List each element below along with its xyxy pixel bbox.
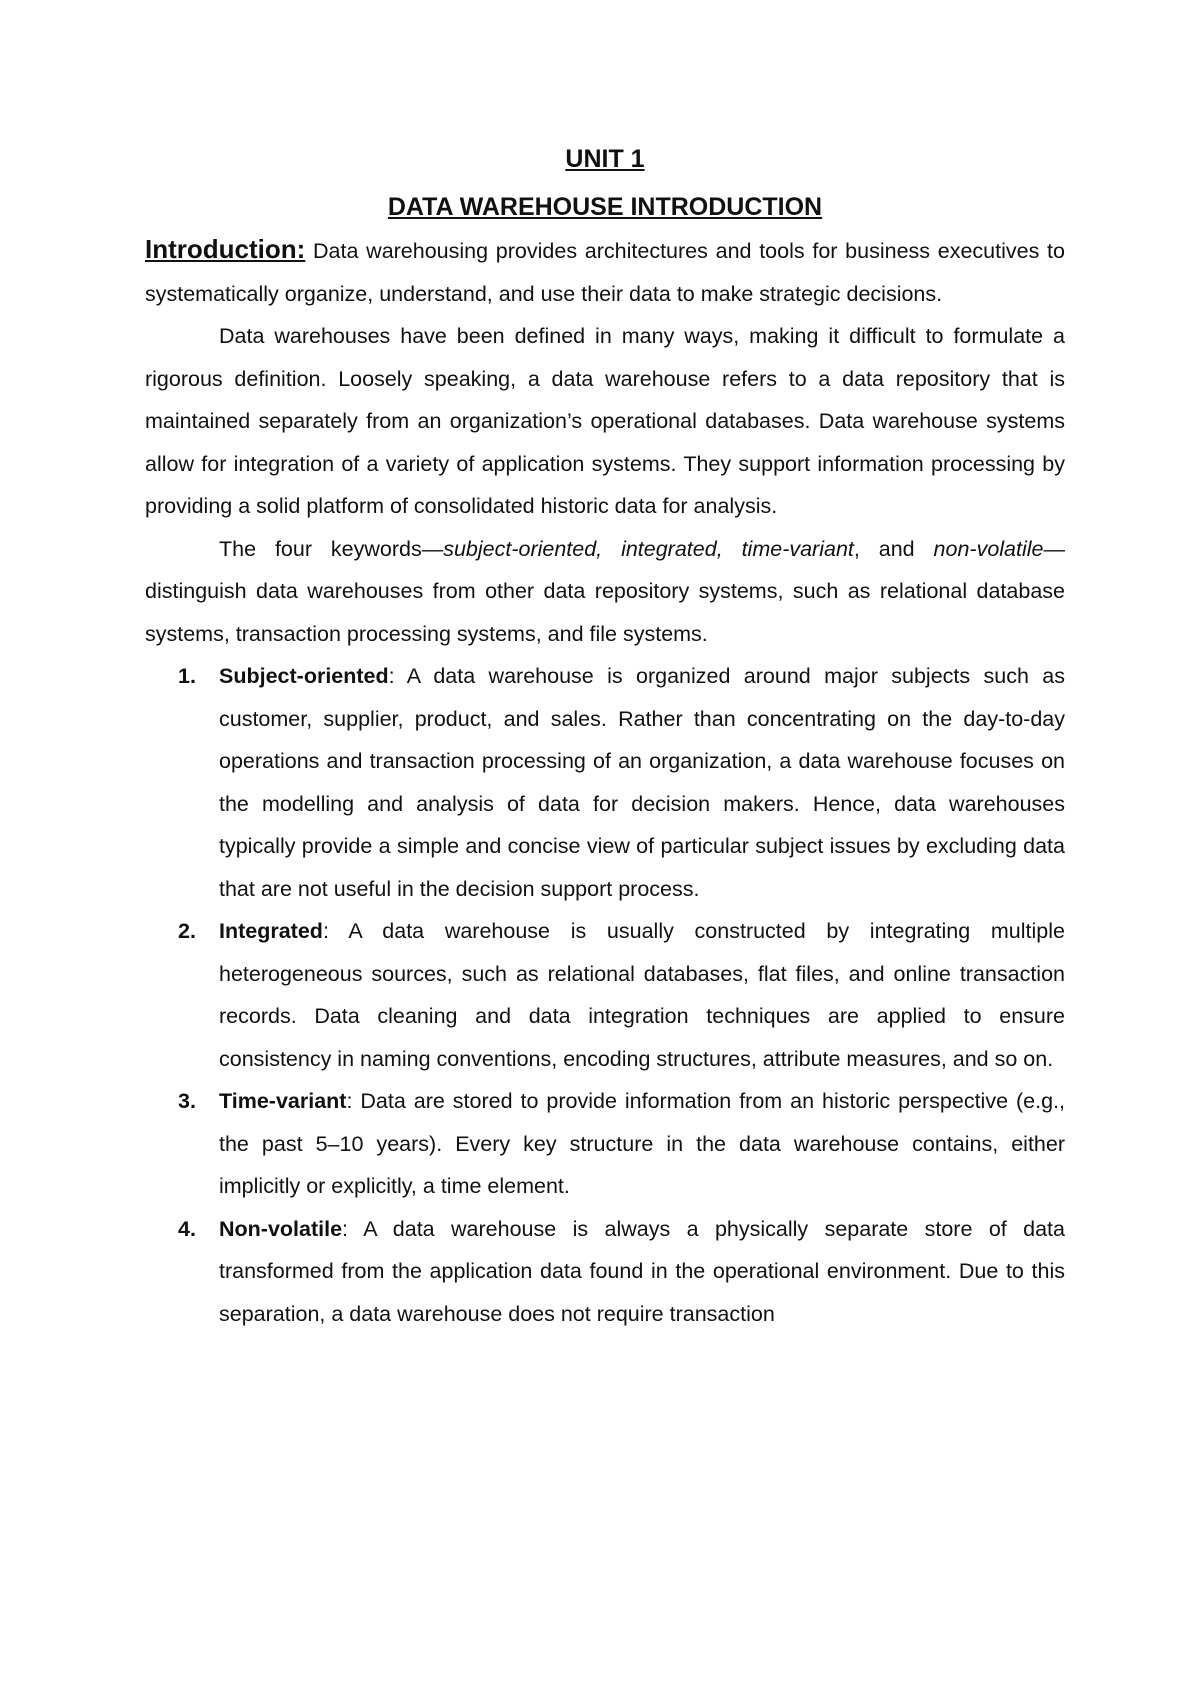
intro-paragraph: [145, 228, 1065, 315]
definition-paragraph: Data warehouses have been defined in many ways, making it difficult to formulate a rigorous definition. Loosely speaking, a data warehouse refers to a data repository that is maintained separately from an organization’s operational databases. Data warehouse systems allow for integration of a variety of application systems. They support information processing by providing a solid platform of consolidated historic data for analysis.: [145, 324, 1065, 518]
keywords-sep-3: , and: [853, 536, 934, 561]
keyword-list: [145, 655, 1065, 1335]
list-term: Non-volatile: [219, 1216, 343, 1241]
list-text: : A data warehouse is organized around major subjects such as customer, supplier, product, and sales. Rather than concentrating on the day-to-day operations and transaction processing of an organization, a data warehouse focuses on the modelling and analysis of data for decision makers. Hence, data warehouses typically provide a simple and concise view of particular subject issues by excluding data that are not useful in the decision support process.: [219, 664, 1065, 901]
keywords-sep-2: [723, 537, 742, 561]
keyword-subject-oriented: subject-oriented,: [443, 536, 603, 561]
list-number: 3.: [178, 1089, 196, 1113]
list-number: 1.: [178, 664, 196, 688]
keywords-pre: The four keywords—: [219, 536, 444, 561]
list-term: Time-variant: [219, 1089, 347, 1113]
list-term: Integrated: [219, 919, 323, 943]
list-term: Subject-oriented: [219, 664, 389, 688]
page-title: DATA WAREHOUSE INTRODUCTION: [387, 193, 823, 221]
keyword-time-variant: time-variant: [741, 536, 854, 561]
unit-heading: UNIT 1: [565, 145, 645, 173]
list-item: [145, 655, 1065, 910]
list-number: 2.: [178, 919, 196, 943]
list-item: [145, 910, 1065, 1080]
list-text: : A data warehouse is usually constructed by integrating multiple heterogeneous sources, such as relational databases, flat files, and online transaction records. Data cleaning and data integration techniques are applied to ensure consistency in naming conventions, encoding structures, attribute measures, and so on.: [219, 919, 1065, 1071]
keywords-sep-1: [602, 537, 621, 561]
document-page: [145, 140, 1065, 1335]
list-text: : Data are stored to provide information from an historic perspective (e.g., the past 5–10 years). Every key structure in the data warehouse contains, either implicitly or explicitly, a time element.: [219, 1089, 1065, 1198]
intro-label: Introduction:: [145, 234, 306, 264]
list-number: 4.: [178, 1216, 196, 1241]
keyword-non-volatile: non-volatile: [933, 536, 1044, 561]
list-item: [145, 1208, 1065, 1336]
intro-text: Data warehousing provides architectures and tools for business executives to systematically organize, understand, and use their data to make strategic decisions.: [145, 239, 1065, 306]
keywords-paragraph: [145, 528, 1065, 656]
list-text: : A data warehouse is always a physically separate store of data transformed from the application data found in the operational environment. Due to this separation, a data warehouse does not require transaction: [219, 1216, 1065, 1326]
list-item: [145, 1080, 1065, 1208]
keyword-integrated: integrated,: [621, 536, 723, 561]
keywords-post: —distinguish data warehouses from other data repository systems, such as relational database systems, transaction processing systems, and file systems.: [145, 536, 1065, 646]
